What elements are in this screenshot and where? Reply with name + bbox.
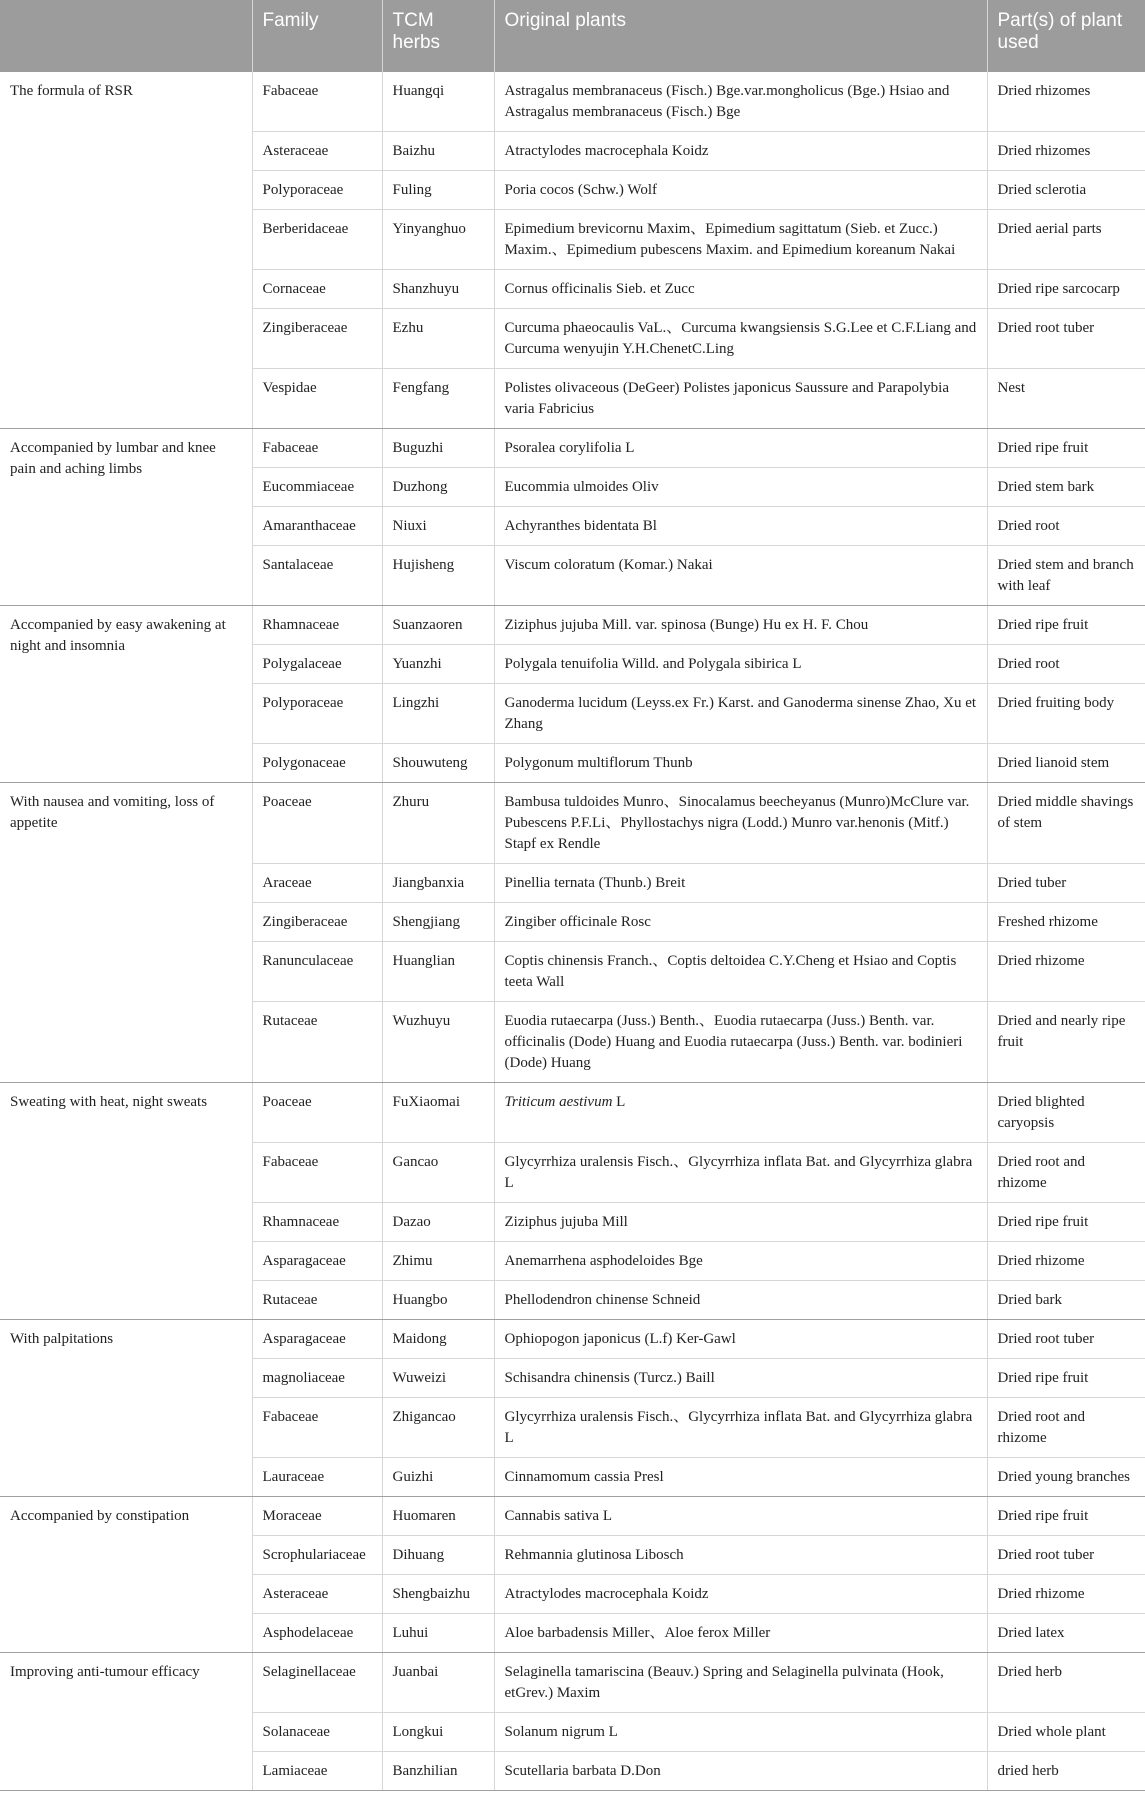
plant-cell: Euodia rutaecarpa (Juss.) Benth.、Euodia rutaecarpa (Juss.) Benth. var. officinalis (Dode) Huang and Euodia rutaecarpa (Juss.) Benth. var. bodinieri (Dode) Huang — [494, 1002, 987, 1083]
family-cell: Fabaceae — [252, 72, 382, 132]
part-cell: Freshed rhizome — [987, 903, 1145, 942]
family-cell: Polyporaceae — [252, 684, 382, 744]
herb-cell: Juanbai — [382, 1653, 494, 1713]
herb-cell: Banzhilian — [382, 1752, 494, 1791]
plant-cell: Glycyrrhiza uralensis Fisch.、Glycyrrhiza inflata Bat. and Glycyrrhiza glabra L — [494, 1143, 987, 1203]
plant-cell: Phellodendron chinense Schneid — [494, 1281, 987, 1320]
plant-author: L — [612, 1094, 626, 1110]
plant-cell: Cannabis sativa L — [494, 1497, 987, 1536]
part-cell: Dried rhizomes — [987, 132, 1145, 171]
table-row — [0, 429, 1145, 468]
herb-cell: Jiangbanxia — [382, 864, 494, 903]
herb-cell: Maidong — [382, 1320, 494, 1359]
family-cell: Polygalaceae — [252, 645, 382, 684]
part-cell: Dried root tuber — [987, 1536, 1145, 1575]
family-cell: Asparagaceae — [252, 1242, 382, 1281]
part-cell: Dried root — [987, 645, 1145, 684]
part-cell: Dried ripe fruit — [987, 429, 1145, 468]
plant-cell: Cornus officinalis Sieb. et Zucc — [494, 270, 987, 309]
family-cell: Zingiberaceae — [252, 903, 382, 942]
part-cell: Dried tuber — [987, 864, 1145, 903]
part-cell: Dried root and rhizome — [987, 1398, 1145, 1458]
group-label: Improving anti-tumour efficacy — [0, 1653, 252, 1791]
part-cell: Dried rhizome — [987, 1242, 1145, 1281]
family-cell: Rutaceae — [252, 1281, 382, 1320]
herb-cell: Fuling — [382, 171, 494, 210]
herb-cell: Huomaren — [382, 1497, 494, 1536]
herb-cell: Huanglian — [382, 942, 494, 1002]
part-cell: Dried lianoid stem — [987, 744, 1145, 783]
part-cell: Dried young branches — [987, 1458, 1145, 1497]
family-cell: Rhamnaceae — [252, 1203, 382, 1242]
herb-cell: Huangbo — [382, 1281, 494, 1320]
header-row — [0, 0, 1145, 72]
herb-cell: Wuzhuyu — [382, 1002, 494, 1083]
herb-cell: Duzhong — [382, 468, 494, 507]
herb-cell: Zhimu — [382, 1242, 494, 1281]
family-cell: Santalaceae — [252, 546, 382, 606]
table-body — [0, 72, 1145, 1791]
part-cell: Dried latex — [987, 1614, 1145, 1653]
herb-cell: Yinyanghuo — [382, 210, 494, 270]
family-cell: Eucommiaceae — [252, 468, 382, 507]
part-cell: Dried rhizome — [987, 1575, 1145, 1614]
plant-cell: Astragalus membranaceus (Fisch.) Bge.var.mongholicus (Bge.) Hsiao and Astragalus membranaceus (Fisch.) Bge — [494, 72, 987, 132]
group-label: With nausea and vomiting, loss of appetite — [0, 783, 252, 1083]
part-cell: Dried ripe sarcocarp — [987, 270, 1145, 309]
part-cell: Dried stem and branch with leaf — [987, 546, 1145, 606]
herb-cell: Lingzhi — [382, 684, 494, 744]
plant-cell: Polygonum multiflorum Thunb — [494, 744, 987, 783]
family-cell: Zingiberaceae — [252, 309, 382, 369]
header-part-used: Part(s) of plant used — [987, 0, 1145, 72]
plant-cell: Zingiber officinale Rosc — [494, 903, 987, 942]
plant-cell: Achyranthes bidentata Bl — [494, 507, 987, 546]
herb-cell: Shengjiang — [382, 903, 494, 942]
plant-cell: Ziziphus jujuba Mill — [494, 1203, 987, 1242]
group-label: With palpitations — [0, 1320, 252, 1497]
group-label: Accompanied by easy awakening at night and insomnia — [0, 606, 252, 783]
herb-cell: Niuxi — [382, 507, 494, 546]
herb-cell: Hujisheng — [382, 546, 494, 606]
group-label: Sweating with heat, night sweats — [0, 1083, 252, 1320]
family-cell: Fabaceae — [252, 429, 382, 468]
family-cell: Asphodelaceae — [252, 1614, 382, 1653]
family-cell: Polyporaceae — [252, 171, 382, 210]
herb-cell: Wuweizi — [382, 1359, 494, 1398]
part-cell: Dried ripe fruit — [987, 1497, 1145, 1536]
family-cell: Vespidae — [252, 369, 382, 429]
plant-cell: Atractylodes macrocephala Koidz — [494, 132, 987, 171]
herb-cell: Ezhu — [382, 309, 494, 369]
herb-cell: Longkui — [382, 1713, 494, 1752]
plant-cell: Selaginella tamariscina (Beauv.) Spring and Selaginella pulvinata (Hook, etGrev.) Maxim — [494, 1653, 987, 1713]
part-cell: Dried blighted caryopsis — [987, 1083, 1145, 1143]
family-cell: Moraceae — [252, 1497, 382, 1536]
group-label: The formula of RSR — [0, 72, 252, 429]
plant-cell: Rehmannia glutinosa Libosch — [494, 1536, 987, 1575]
table-row — [0, 1320, 1145, 1359]
part-cell: Dried whole plant — [987, 1713, 1145, 1752]
family-cell: Asteraceae — [252, 1575, 382, 1614]
plant-cell: Eucommia ulmoides Oliv — [494, 468, 987, 507]
part-cell: Dried rhizome — [987, 942, 1145, 1002]
part-cell: Nest — [987, 369, 1145, 429]
family-cell: Poaceae — [252, 783, 382, 864]
plant-cell: Solanum nigrum L — [494, 1713, 987, 1752]
part-cell: dried herb — [987, 1752, 1145, 1791]
family-cell: Polygonaceae — [252, 744, 382, 783]
herb-cell: Shouwuteng — [382, 744, 494, 783]
herb-cell: FuXiaomai — [382, 1083, 494, 1143]
header-group — [0, 0, 252, 72]
herb-cell: Shanzhuyu — [382, 270, 494, 309]
table-row — [0, 72, 1145, 132]
part-cell: Dried sclerotia — [987, 171, 1145, 210]
table-row — [0, 1653, 1145, 1713]
group-label: Accompanied by lumbar and knee pain and aching limbs — [0, 429, 252, 606]
plant-cell: Pinellia ternata (Thunb.) Breit — [494, 864, 987, 903]
plant-cell: Ophiopogon japonicus (L.f) Ker-Gawl — [494, 1320, 987, 1359]
part-cell: Dried root tuber — [987, 1320, 1145, 1359]
part-cell: Dried aerial parts — [987, 210, 1145, 270]
header-family: Family — [252, 0, 382, 72]
plant-cell: Schisandra chinensis (Turcz.) Baill — [494, 1359, 987, 1398]
family-cell: Berberidaceae — [252, 210, 382, 270]
part-cell: Dried stem bark — [987, 468, 1145, 507]
plant-cell: Scutellaria barbata D.Don — [494, 1752, 987, 1791]
part-cell: Dried rhizomes — [987, 72, 1145, 132]
part-cell: Dried herb — [987, 1653, 1145, 1713]
herb-cell: Yuanzhi — [382, 645, 494, 684]
part-cell: Dried and nearly ripe fruit — [987, 1002, 1145, 1083]
family-cell: Lauraceae — [252, 1458, 382, 1497]
plant-cell: Aloe barbadensis Miller、Aloe ferox Miller — [494, 1614, 987, 1653]
plant-cell: Polygala tenuifolia Willd. and Polygala sibirica L — [494, 645, 987, 684]
header-original-plants: Original plants — [494, 0, 987, 72]
plant-cell: Coptis chinensis Franch.、Coptis deltoidea C.Y.Cheng et Hsiao and Coptis teeta Wall — [494, 942, 987, 1002]
herb-cell: Baizhu — [382, 132, 494, 171]
plant-cell: Cinnamomum cassia Presl — [494, 1458, 987, 1497]
plant-cell: Atractylodes macrocephala Koidz — [494, 1575, 987, 1614]
part-cell: Dried root — [987, 507, 1145, 546]
part-cell: Dried ripe fruit — [987, 606, 1145, 645]
family-cell: magnoliaceae — [252, 1359, 382, 1398]
part-cell: Dried bark — [987, 1281, 1145, 1320]
family-cell: Lamiaceae — [252, 1752, 382, 1791]
part-cell: Dried root tuber — [987, 309, 1145, 369]
family-cell: Scrophulariaceae — [252, 1536, 382, 1575]
herb-cell: Buguzhi — [382, 429, 494, 468]
plant-cell: Poria cocos (Schw.) Wolf — [494, 171, 987, 210]
herb-cell: Zhuru — [382, 783, 494, 864]
family-cell: Araceae — [252, 864, 382, 903]
table-row — [0, 1497, 1145, 1536]
family-cell: Poaceae — [252, 1083, 382, 1143]
family-cell: Selaginellaceae — [252, 1653, 382, 1713]
group-label: Accompanied by constipation — [0, 1497, 252, 1653]
part-cell: Dried fruiting body — [987, 684, 1145, 744]
family-cell: Cornaceae — [252, 270, 382, 309]
table-row — [0, 606, 1145, 645]
family-cell: Asparagaceae — [252, 1320, 382, 1359]
plant-cell: Viscum coloratum (Komar.) Nakai — [494, 546, 987, 606]
table-row — [0, 783, 1145, 864]
herb-cell: Zhigancao — [382, 1398, 494, 1458]
plant-cell: Ganoderma lucidum (Leyss.ex Fr.) Karst. and Ganoderma sinense Zhao, Xu et Zhang — [494, 684, 987, 744]
table-row — [0, 1083, 1145, 1143]
herb-cell: Huangqi — [382, 72, 494, 132]
family-cell: Rutaceae — [252, 1002, 382, 1083]
header-tcm-herbs: TCM herbs — [382, 0, 494, 72]
herb-cell: Shengbaizhu — [382, 1575, 494, 1614]
herb-cell: Gancao — [382, 1143, 494, 1203]
plant-cell: Glycyrrhiza uralensis Fisch.、Glycyrrhiza inflata Bat. and Glycyrrhiza glabra L — [494, 1398, 987, 1458]
herb-cell: Suanzaoren — [382, 606, 494, 645]
plant-cell: Bambusa tuldoides Munro、Sinocalamus beecheyanus (Munro)McClure var. Pubescens P.F.Li、Phyllostachys nigra (Lodd.) Munro var.henonis (Mitf.) Stapf ex Rendle — [494, 783, 987, 864]
plant-cell: Anemarrhena asphodeloides Bge — [494, 1242, 987, 1281]
family-cell: Amaranthaceae — [252, 507, 382, 546]
part-cell: Dried middle shavings of stem — [987, 783, 1145, 864]
plant-cell: Epimedium brevicornu Maxim、Epimedium sagittatum (Sieb. et Zucc.) Maxim.、Epimedium pubescens Maxim. and Epimedium koreanum Nakai — [494, 210, 987, 270]
plant-cell: Triticum aestivum L — [494, 1083, 987, 1143]
family-cell: Solanaceae — [252, 1713, 382, 1752]
family-cell: Rhamnaceae — [252, 606, 382, 645]
family-cell: Fabaceae — [252, 1143, 382, 1203]
herb-cell: Luhui — [382, 1614, 494, 1653]
herb-cell: Fengfang — [382, 369, 494, 429]
herb-cell: Dihuang — [382, 1536, 494, 1575]
family-cell: Fabaceae — [252, 1398, 382, 1458]
part-cell: Dried root and rhizome — [987, 1143, 1145, 1203]
herb-cell: Dazao — [382, 1203, 494, 1242]
part-cell: Dried ripe fruit — [987, 1203, 1145, 1242]
plant-cell: Polistes olivaceous (DeGeer) Polistes japonicus Saussure and Parapolybia varia Fabricius — [494, 369, 987, 429]
family-cell: Asteraceae — [252, 132, 382, 171]
table-header — [0, 0, 1145, 72]
family-cell: Ranunculaceae — [252, 942, 382, 1002]
plant-cell: Psoralea corylifolia L — [494, 429, 987, 468]
plant-cell: Curcuma phaeocaulis VaL.、Curcuma kwangsiensis S.G.Lee et C.F.Liang and Curcuma wenyujin Y.H.ChenetC.Ling — [494, 309, 987, 369]
part-cell: Dried ripe fruit — [987, 1359, 1145, 1398]
herb-cell: Guizhi — [382, 1458, 494, 1497]
plant-cell: Ziziphus jujuba Mill. var. spinosa (Bunge) Hu ex H. F. Chou — [494, 606, 987, 645]
